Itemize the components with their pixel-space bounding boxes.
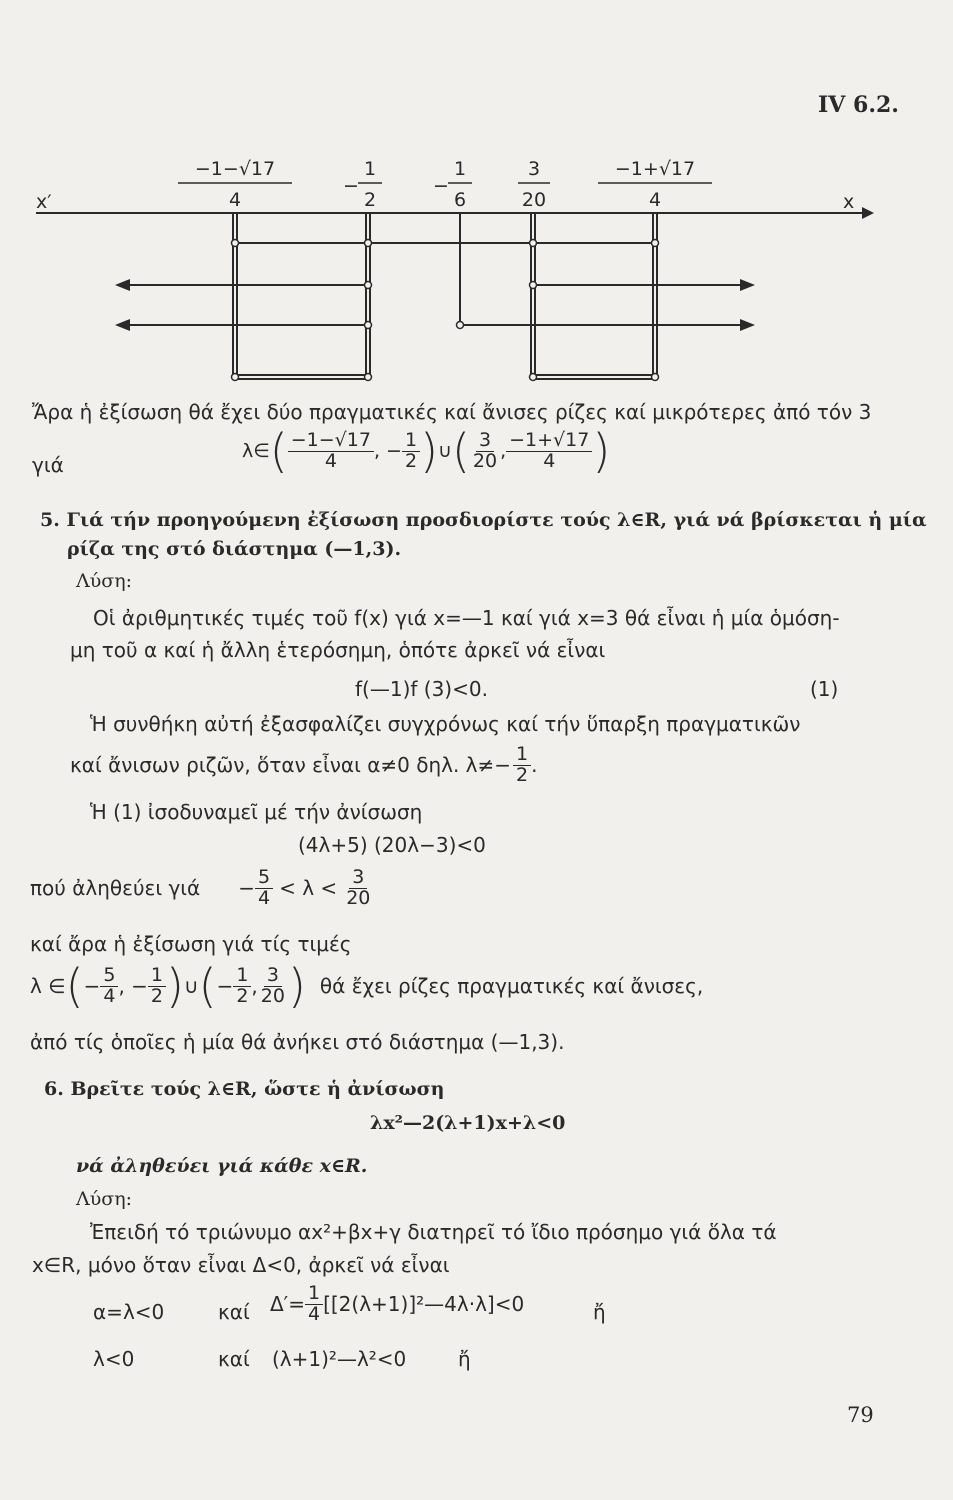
svg-text:−1−√17: −1−√17 [194,158,276,180]
problem-6-solution-label: Λύση: [76,1188,133,1210]
point-label-2 [343,158,382,211]
svg-text:4: 4 [648,189,662,211]
p5-para3: Ἡ (1) ἰσοδυναμεῖ μέ τήν ἀνίσωση [90,800,423,824]
page-number: 79 [847,1403,874,1427]
problem-6-line-2: νά ἀληθεύει γιά κάθε x∈R. [76,1155,368,1177]
p6-row-2-or: ἤ [458,1347,471,1371]
svg-text:−: − [433,175,449,197]
p5-equation-1-label: (1) [810,677,839,701]
p6-para1-line2: x∈R, μόνο ὅταν εἶναι Δ<0, ἀρκεῖ νά εἶναι [32,1253,450,1277]
p5-para6: ἀπό τίς ὁποῖες ἡ μία θά ἀνήκει στό διάστημα (—1,3). [30,1030,565,1054]
p6-row-2-b: (λ+1)²—λ²<0 [272,1347,407,1371]
problem-5-line-1: 5. Γιά τήν προηγούμενη ἐξίσωση προσδιορίστε τούς λ∈R, γιά νά βρίσκεται ἡ μία [40,509,927,531]
p6-row-1-kai: καί [218,1300,250,1324]
p5-para5: καί ἄρα ἡ ἐξίσωση γιά τίς τιμές [30,932,352,956]
problem-5-line-2: ρίζα της στό διάστημα (—1,3). [67,538,402,560]
point-label-4 [518,158,550,211]
svg-text:6: 6 [453,189,467,211]
p5-equation-2: (4λ+5) (20λ−3)<0 [298,833,486,857]
point-label-3 [433,158,472,211]
svg-text:3: 3 [527,158,541,180]
lambda-interval-formula: λ∈ ( $\frac{-1-√17}{4}$ , − $\frac{1}{2}$ ) ∪ ( $\frac{3}{20}$ , $\frac{-1+√17}{4}$ ) [242,424,611,478]
p5-para1-line1: Οἱ ἀριθμητικές τιμές τοῦ f(x) γιά x=—1 καί γιά x=3 θά εἶναι ἡ μία ὁμόση- [93,606,840,630]
number-line-diagram [0,150,953,390]
svg-text:4: 4 [228,189,242,211]
svg-text:−1+√17: −1+√17 [614,158,696,180]
p5-para4: πού ἀληθεύει γιά − $\frac{5}{4}$ < λ < $\frac{3}{20}$ [30,866,371,909]
p5-equation-1: f(—1)f (3)<0. [355,677,488,701]
svg-text:2: 2 [363,189,377,211]
p5-para2-line1: Ἡ συνθήκη αὐτή ἐξασφαλίζει συγχρόνως καί τήν ὕπαρξη πραγματικῶν [90,712,801,736]
p6-row-2-kai: καί [218,1347,250,1371]
p6-row-2-a: λ<0 [93,1347,135,1371]
problem-6-equation: λx²—2(λ+1)x+λ<0 [370,1112,566,1134]
svg-text:1: 1 [363,158,377,180]
axis-left-label: x′ [36,191,52,213]
p6-row-1-or: ἤ [593,1300,606,1324]
svg-text:1: 1 [453,158,467,180]
gia-label: γιά [32,453,64,477]
p5-para1-line2: μη τοῦ α καί ἡ ἄλλη ἑτερόσημη, ὁπότε ἀρκεῖ νά εἶναι [70,638,606,662]
p5-para2-line2: καί ἄνισων ριζῶν, ὅταν εἶναι α≠0 δηλ. λ≠− $\frac{1}{2}$ . [70,743,538,786]
conclusion-text: Ἄρα ἡ ἐξίσωση θά ἔχει δύο πραγματικές καί ἄνισες ρίζες καί μικρότερες ἀπό τόν 3 [32,400,872,424]
p6-row-1-a: α=λ<0 [93,1300,165,1324]
problem-6-line-1: 6. Βρεῖτε τούς λ∈R, ὥστε ἡ ἀνίσωση [44,1078,445,1100]
svg-text:−: − [343,175,359,197]
point-label-1 [178,158,292,211]
problem-5-solution-label: Λύση: [76,570,133,592]
svg-text:20: 20 [521,189,547,211]
point-label-5 [598,158,712,211]
p5-interval-line: λ ∈ ( − $\frac{5}{4}$ , − $\frac{1}{2}$ ) ∪ ( − $\frac{1}{2}$ , $\frac{3}{20}$ ) θά ἔχει ρίζες πραγματικές καί ἄνισες, [30,959,704,1013]
section-number: IV 6.2. [818,92,899,118]
p6-para1-line1: Ἐπειδή τό τριώνυμο αx²+βx+γ διατηρεῖ τό ἴδιο πρόσημο γιά ὅλα τά [90,1220,777,1244]
p6-row-1-b: Δ′= $\frac{1}{4}$ [[2(λ+1)]²—4λ·λ]<0 [270,1282,525,1325]
axis-right-label: x [843,191,855,213]
